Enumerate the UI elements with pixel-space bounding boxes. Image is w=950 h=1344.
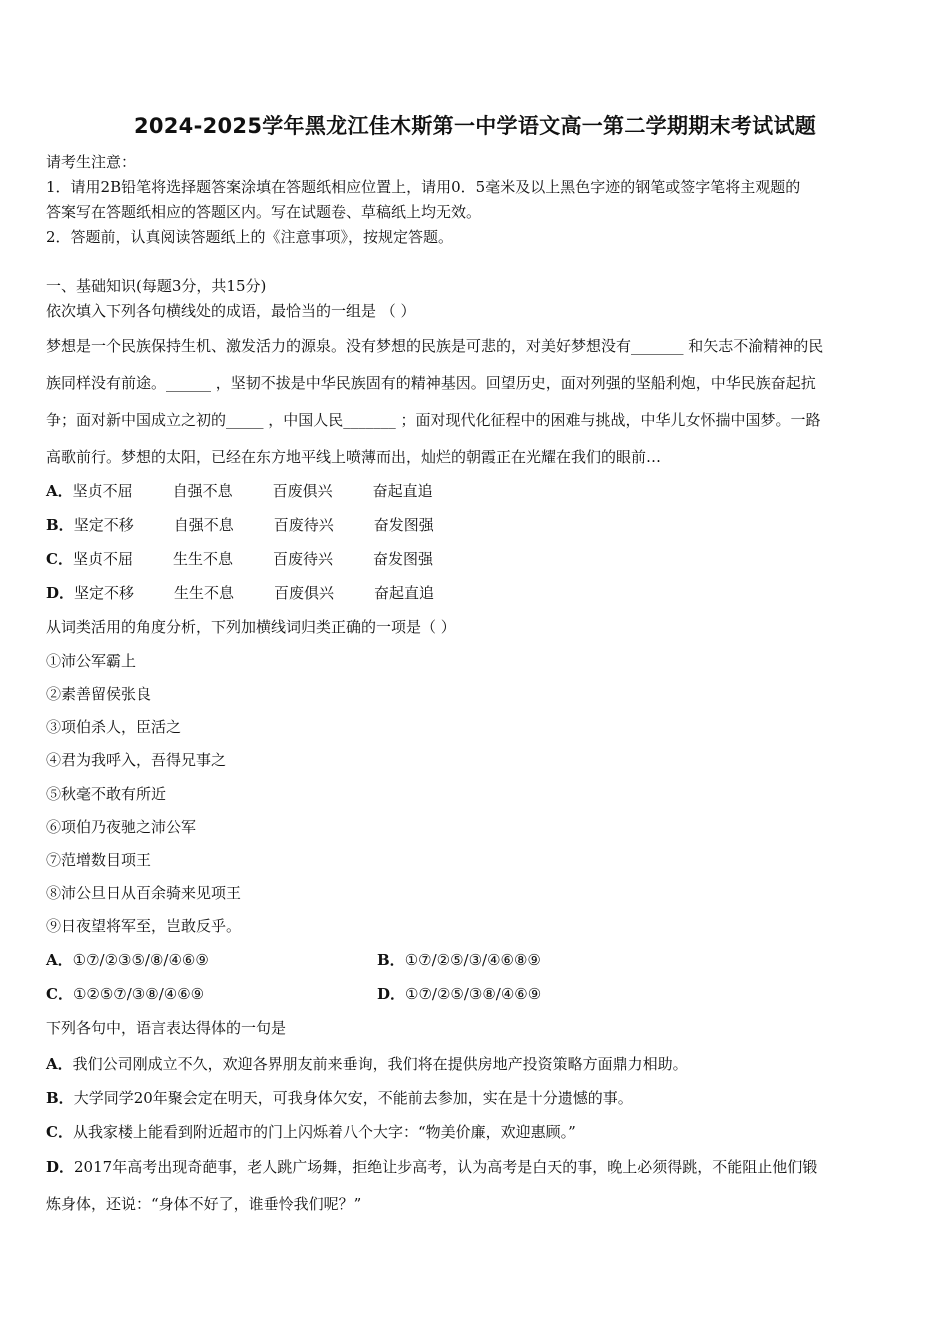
option-label: A． bbox=[46, 482, 73, 500]
option-text: ①⑦/②⑤/③⑧/④⑥⑨ bbox=[405, 985, 542, 1003]
question-2-item: ①沛公军霸上 bbox=[46, 652, 137, 670]
option-cell: 自强不息 bbox=[173, 516, 234, 534]
passage-line: 族同样没有前途。______ ，坚韧不拔是中华民族固有的精神基因。回望历史，面对列强的坚船利炮，中华民族奋起抗 bbox=[46, 374, 816, 392]
option-label: C． bbox=[46, 1123, 73, 1141]
option-cell: 奋发图强 bbox=[372, 550, 433, 568]
question-2-item: ⑧沛公旦日从百余骑来见项王 bbox=[46, 884, 242, 902]
option-cell: 坚贞不屈 bbox=[72, 550, 133, 568]
notice-heading: 请考生注意： bbox=[46, 153, 137, 171]
option-label: A． bbox=[46, 951, 73, 969]
question-1-option-d[interactable] bbox=[46, 583, 474, 603]
question-2-option-b[interactable] bbox=[377, 950, 541, 970]
option-label: B． bbox=[46, 1089, 74, 1107]
question-3-option-d[interactable] bbox=[46, 1157, 817, 1177]
option-label: D． bbox=[46, 584, 75, 602]
notice-item-1-line-1: 1．请用2B铅笔将选择题答案涂填在答题纸相应位置上，请用0．5毫米及以上黑色字迹的钢笔或签字笔将主观题的 bbox=[46, 178, 801, 196]
question-2-item: ⑨日夜望将军至，岂敢反乎。 bbox=[46, 917, 242, 935]
question-3-option-b[interactable] bbox=[46, 1088, 633, 1108]
question-1-option-a[interactable] bbox=[46, 481, 473, 501]
option-cell: 百废待兴 bbox=[273, 516, 334, 534]
option-cell: 生生不息 bbox=[172, 550, 233, 568]
option-text: ①⑦/②⑤/③/④⑥⑧⑨ bbox=[404, 951, 541, 969]
question-2-option-d[interactable] bbox=[377, 984, 541, 1004]
option-label: A． bbox=[46, 1055, 73, 1073]
option-cell: 生生不息 bbox=[174, 584, 235, 602]
option-cell: 百废俱兴 bbox=[274, 584, 335, 602]
question-1-option-c[interactable] bbox=[46, 549, 473, 569]
option-text: 2017年高考出现奇葩事，老人跳广场舞，拒绝让步高考，认为高考是白天的事，晚上必须得跳，不能阻止他们锻 bbox=[74, 1158, 818, 1176]
question-3-option-c[interactable] bbox=[46, 1122, 576, 1142]
option-label: D． bbox=[46, 1158, 75, 1176]
question-2-stem: 从词类活用的角度分析，下列加横线词归类正确的一项是（ ） bbox=[46, 618, 456, 636]
question-2-item: ④君为我呼入，吾得兄事之 bbox=[46, 751, 227, 769]
option-text: ①②⑤⑦/③⑧/④⑥⑨ bbox=[72, 985, 205, 1003]
question-3-option-d-continued: 炼身体，还说：“身体不好了，谁垂怜我们呢？” bbox=[46, 1195, 362, 1213]
question-3-option-a[interactable] bbox=[46, 1054, 688, 1074]
passage-line: 高歌前行。梦想的太阳，已经在东方地平线上喷薄而出，灿烂的朝霞正在光耀在我们的眼前… bbox=[46, 448, 662, 466]
question-2-item: ⑤秋毫不敢有所近 bbox=[46, 785, 167, 803]
option-label: B． bbox=[46, 516, 74, 534]
question-2-option-a[interactable] bbox=[46, 950, 209, 970]
option-cell: 奋发图强 bbox=[373, 516, 434, 534]
notice-item-2: 2．答题前，认真阅读答题纸上的《注意事项》，按规定答题。 bbox=[46, 228, 454, 246]
option-cell: 坚贞不屈 bbox=[72, 482, 133, 500]
question-3-stem: 下列各句中，语言表达得体的一句是 bbox=[46, 1019, 287, 1037]
page-title: 2024-2025学年黑龙江佳木斯第一中学语文高一第二学期期末考试试题 bbox=[133, 114, 817, 138]
question-2-item: ⑥项伯乃夜驰之沛公军 bbox=[46, 818, 197, 836]
question-2-item: ③项伯杀人，臣活之 bbox=[46, 718, 182, 736]
question-1-stem: 依次填入下列各句横线处的成语，最恰当的一组是 （ ） bbox=[46, 302, 416, 320]
question-2-option-c[interactable] bbox=[46, 984, 204, 1004]
option-text: 从我家楼上能看到附近超市的门上闪烁着八个大字：“物美价廉，欢迎惠顾。” bbox=[72, 1123, 576, 1141]
option-text: 大学同学20年聚会定在明天，可我身体欠安，不能前去参加，实在是十分遗憾的事。 bbox=[73, 1089, 633, 1107]
option-text: 我们公司刚成立不久，欢迎各界朋友前来垂询，我们将在提供房地产投资策略方面鼎力相助。 bbox=[72, 1055, 688, 1073]
passage-line: 争；面对新中国成立之初的_____ ，中国人民_______ ；面对现代化征程中的困难与挑战，中华儿女怀揣中国梦。一路 bbox=[46, 411, 821, 429]
notice-item-1-line-2: 答案写在答题纸相应的答题区内。写在试题卷、草稿纸上均无效。 bbox=[46, 203, 482, 221]
option-label: C． bbox=[46, 550, 73, 568]
option-label: B． bbox=[377, 951, 405, 969]
question-1-option-b[interactable] bbox=[46, 515, 474, 535]
option-cell: 自强不息 bbox=[172, 482, 233, 500]
option-cell: 奋起直追 bbox=[372, 482, 433, 500]
passage-line: 梦想是一个民族保持生机、激发活力的源泉。没有梦想的民族是可悲的，对美好梦想没有_______ 和矢志不渝精神的民 bbox=[46, 337, 824, 355]
option-cell: 坚定不移 bbox=[74, 584, 135, 602]
option-text: ①⑦/②③⑤/⑧/④⑥⑨ bbox=[72, 951, 209, 969]
option-cell: 奋起直追 bbox=[374, 584, 435, 602]
option-cell: 坚定不移 bbox=[73, 516, 134, 534]
section-heading: 一、基础知识(每题3分，共15分) bbox=[46, 277, 267, 295]
option-label: C． bbox=[46, 985, 73, 1003]
option-cell: 百废待兴 bbox=[272, 550, 333, 568]
question-2-item: ②素善留侯张良 bbox=[46, 685, 152, 703]
option-label: D． bbox=[377, 985, 406, 1003]
question-2-item: ⑦范增数目项王 bbox=[46, 851, 152, 869]
option-cell: 百废俱兴 bbox=[272, 482, 333, 500]
